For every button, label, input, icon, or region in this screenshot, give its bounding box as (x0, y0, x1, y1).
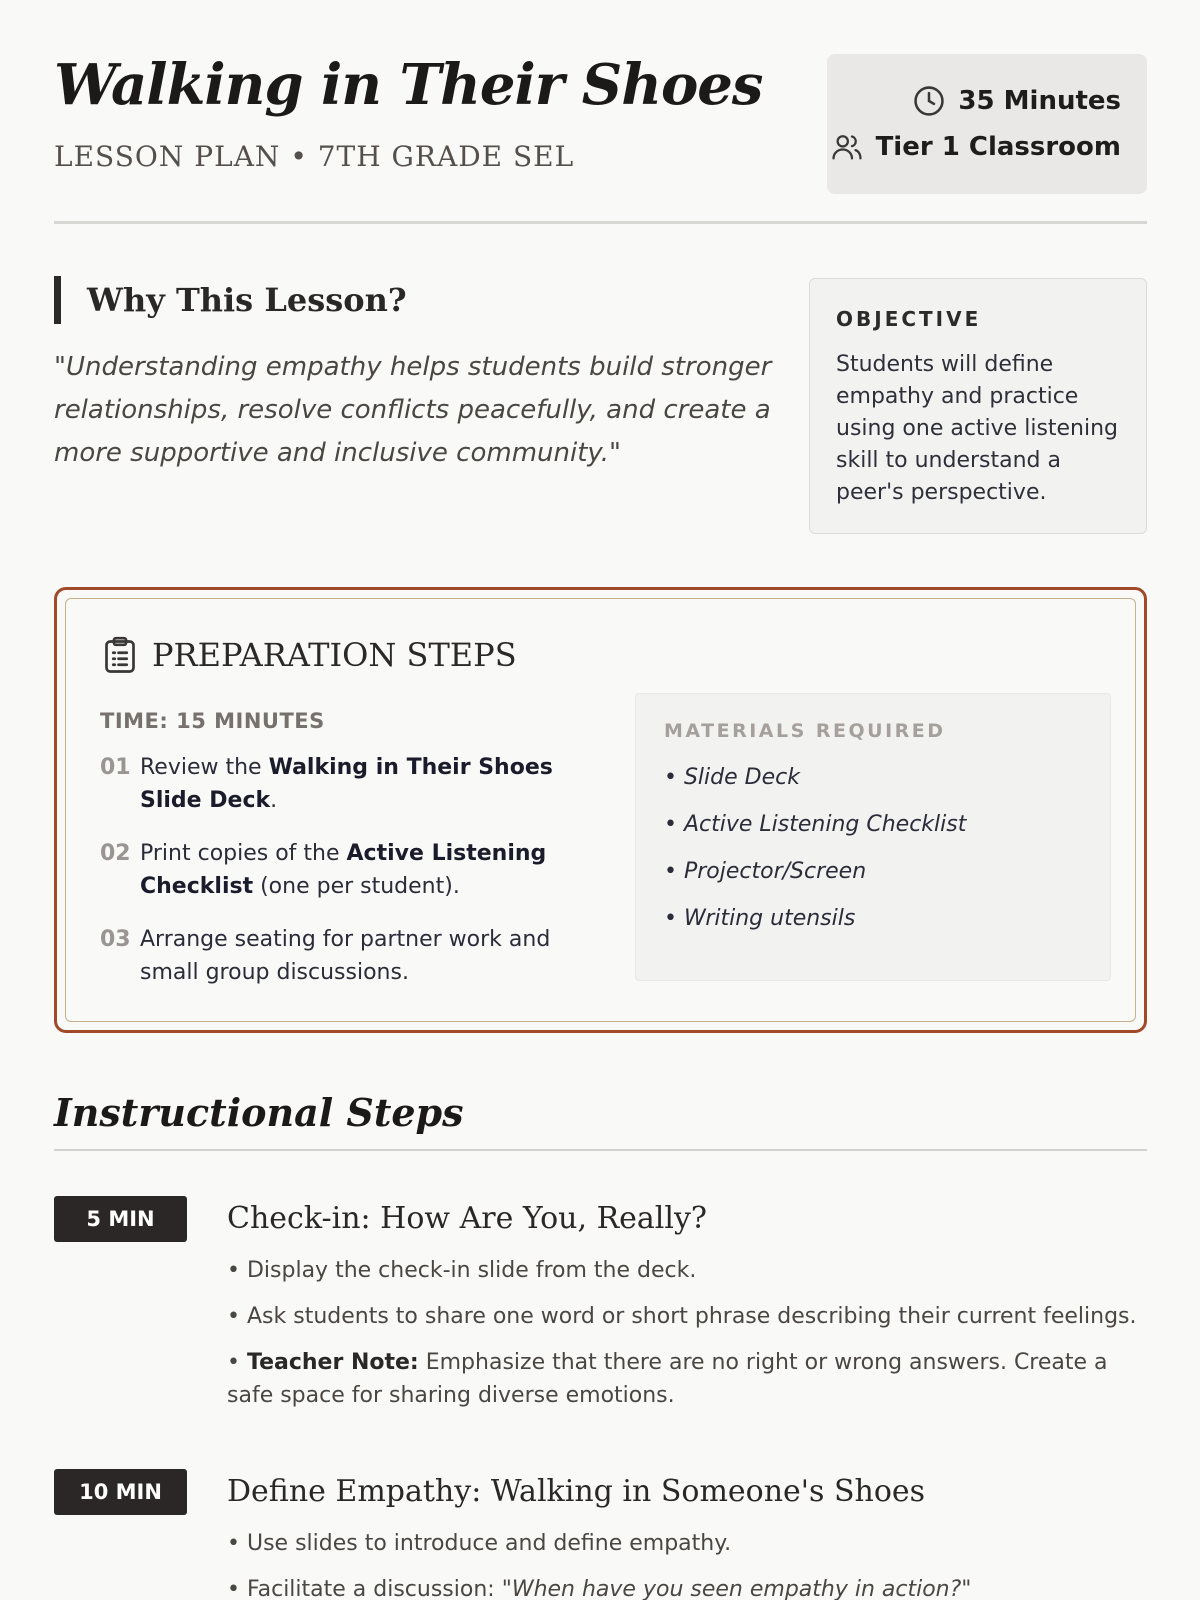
bullet-mark: • (227, 1577, 247, 1600)
step-text-part: Arrange seating for partner work and small group discussions. (140, 927, 551, 985)
step-text-part: Print copies of the (140, 841, 347, 866)
material-item: • Projector/Screen (664, 859, 867, 884)
bullet-text: Display the check-in slide from the deck. (246, 1258, 697, 1283)
step-time-badge: 5 MIN (54, 1196, 187, 1242)
setting-row (830, 130, 1121, 164)
discussion-prompt: "When have you seen empathy in action?" (501, 1577, 972, 1600)
step-text-part: . (270, 788, 278, 813)
materials-list (664, 754, 1082, 942)
objective-label: OBJECTIVE (836, 307, 982, 331)
materials-label: MATERIALS REQUIRED (664, 720, 946, 742)
preparation-card (54, 587, 1147, 1033)
materials-box (635, 693, 1111, 981)
step-title: Check-in: How Are You, Really? (227, 1201, 708, 1236)
step-text (140, 751, 570, 817)
material-item: • Slide Deck (664, 765, 800, 790)
instructional-heading: Instructional Steps (54, 1090, 1147, 1151)
step-text (140, 837, 570, 903)
step-text-bold: Active Listening Checklist (140, 841, 547, 899)
preparation-step (100, 837, 570, 903)
step-number: 01 (100, 755, 131, 780)
bullet-mark: • (227, 1531, 247, 1556)
preparation-time: TIME: 15 MINUTES (100, 709, 325, 733)
bullet-text: Emphasize that there are no right or wrong answers. Create a safe space for sharing diverse emotions. (227, 1350, 1108, 1408)
step-bullet (227, 1527, 1147, 1560)
preparation-inner-frame (65, 598, 1136, 1022)
preparation-steps-list (100, 751, 570, 1009)
material-item: • Active Listening Checklist (664, 812, 967, 837)
step-bullet (227, 1346, 1147, 1412)
clipboard-icon (102, 635, 138, 675)
step-text-part: (one per student). (253, 874, 460, 899)
lesson-plan-page (54, 0, 1147, 1600)
step-title: Define Empathy: Walking in Someone's Shoes (227, 1474, 926, 1509)
setting-text: Tier 1 Classroom (875, 132, 1121, 162)
step-bullets (227, 1254, 1147, 1412)
users-icon (830, 130, 864, 164)
preparation-heading-text: PREPARATION STEPS (152, 636, 517, 674)
step-time-badge: 10 MIN (54, 1469, 187, 1515)
step-bullet (227, 1573, 1147, 1600)
teacher-note-label: Teacher Note: (246, 1350, 419, 1375)
step-body (227, 1196, 1147, 1425)
why-section (54, 276, 1147, 536)
clock-icon (912, 84, 946, 118)
objective-text: Students will define empathy and practice using one active listening skill to understand a peer's perspective. (836, 352, 1119, 505)
why-heading: Why This Lesson? (54, 276, 407, 324)
step-body (227, 1469, 1147, 1600)
lesson-meta-card (827, 54, 1147, 194)
step-bullet (227, 1300, 1147, 1333)
bullet-text: Ask students to share one word or short phrase describing their current feelings. (246, 1304, 1137, 1329)
step-bullets (227, 1527, 1147, 1600)
step-number: 03 (100, 927, 131, 952)
objective-card (809, 278, 1147, 534)
preparation-step (100, 923, 570, 989)
step-text-part: Review the (140, 755, 269, 780)
lesson-title: Walking in Their Shoes (54, 52, 763, 118)
bullet-text: Use slides to introduce and define empathy. (246, 1531, 732, 1556)
step-text (140, 923, 570, 989)
preparation-heading (102, 635, 517, 675)
lesson-subtitle: LESSON PLAN • 7TH GRADE SEL (54, 140, 575, 173)
bullet-mark: • (227, 1350, 247, 1375)
step-bullet (227, 1254, 1147, 1287)
step-number: 02 (100, 841, 131, 866)
lesson-header (54, 0, 1147, 224)
duration-row (912, 84, 1121, 118)
why-quote: "Understanding empathy helps students build stronger relationships, resolve conflicts peacefully, and create a more supportive and inclusive community." (54, 352, 772, 468)
material-item: • Writing utensils (664, 906, 856, 931)
bullet-mark: • (227, 1258, 247, 1283)
duration-text: 35 Minutes (958, 86, 1121, 116)
preparation-step (100, 751, 570, 817)
bullet-text: Facilitate a discussion: (246, 1577, 502, 1600)
step-text-bold: Walking in Their Shoes Slide Deck (140, 755, 553, 813)
bullet-mark: • (227, 1304, 247, 1329)
